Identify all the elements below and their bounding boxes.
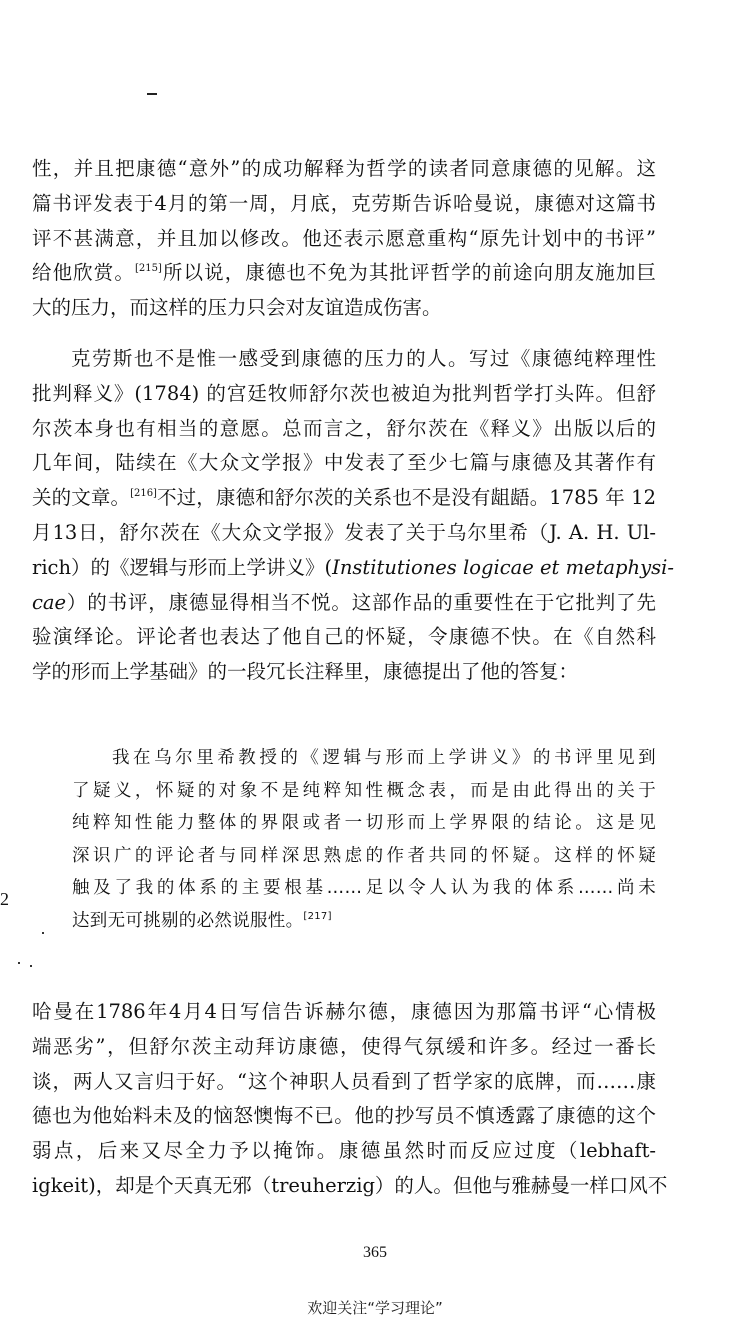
paragraph-line: 尔茨本身也有相当的意愿。总而言之，舒尔茨在《释义》出版以后的 bbox=[32, 416, 656, 440]
line-text: 达到无可挑剔的必然说服性。 bbox=[72, 910, 304, 931]
paragraph-line bbox=[32, 586, 656, 621]
paragraph-line bbox=[32, 481, 656, 516]
footer-watermark: 欢迎关注“学习理论” bbox=[307, 1299, 443, 1317]
paragraph-line: 验演绎论。评论者也表达了他自己的怀疑，令康德不快。在《自然科 bbox=[32, 625, 656, 649]
paragraph-line: 大的压力，而这样的压力只会对友谊造成伤害。 bbox=[32, 296, 442, 320]
latin-title: cae bbox=[32, 590, 67, 614]
quote-line: 我在乌尔里希教授的《逻辑与形而上学讲义》的书评里见到 bbox=[112, 748, 656, 768]
paragraph-line: igkeit)，却是个天真无邪（treuherzig）的人。但他与雅赫曼一样口风不 bbox=[32, 1173, 668, 1197]
paragraph-line: 评不甚满意，并且加以修改。他还表示愿意重构“原先计划中的书评” bbox=[32, 226, 656, 250]
paragraph-line: 克劳斯也不是惟一感受到康德的压力的人。写过《康德纯粹理性 bbox=[71, 347, 656, 370]
paragraph-1 bbox=[32, 152, 656, 326]
scan-speck bbox=[18, 962, 20, 964]
quote-line: 了疑义，怀疑的对象不是纯粹知性概念表，而是由此得出的关于 bbox=[72, 780, 656, 801]
paragraph-line: 学的形而上学基础》的一段冗长注释里，康德提出了他的答复： bbox=[32, 660, 579, 684]
page-number: 365 bbox=[363, 1244, 387, 1261]
paragraph-line bbox=[32, 256, 656, 291]
quote-line: 纯粹知性能力整体的界限或者一切形而上学界限的结论。这是见 bbox=[72, 813, 656, 833]
paragraph-line: 性，并且把康德“意外”的成功解释为哲学的读者同意康德的见解。这 bbox=[32, 157, 656, 180]
scan-speck bbox=[30, 965, 32, 967]
line-text: rich）的《逻辑与形而上学讲义》( bbox=[32, 555, 333, 579]
paragraph-2 bbox=[32, 342, 674, 690]
line-text: 不过，康德和舒尔茨的关系也不是没有龃龉。1785 年 12 bbox=[156, 486, 656, 510]
line-text: 关的文章。 bbox=[32, 486, 131, 510]
paragraph-line: 谈，两人又言归于好。“这个神职人员看到了哲学家的底牌，而……康 bbox=[32, 1069, 656, 1093]
top-dash-mark bbox=[147, 93, 157, 95]
line-text: 给他欣赏。 bbox=[32, 261, 135, 285]
footnote-ref[interactable]: [217] bbox=[303, 910, 332, 922]
paragraph-line: 篇书评发表于4月的第一周，月底，克劳斯告诉哈曼说，康德对这篇书 bbox=[32, 191, 656, 215]
paragraph-line: 弱点，后来又尽全力予以掩饰。康德虽然时而反应过度（lebhaft- bbox=[32, 1139, 656, 1163]
paragraph-line: 几年间，陆续在《大众文学报》中发表了至少七篇与康德及其著作有 bbox=[32, 451, 656, 475]
paragraph-line: 端恶劣”，但舒尔茨主动拜访康德，使得气氛缓和许多。经过一番长 bbox=[32, 1034, 656, 1058]
margin-mark: 2 bbox=[0, 889, 9, 909]
paragraph-line: 月13日，舒尔茨在《大众文学报》发表了关于乌尔里希（J. A. H. Ul- bbox=[32, 520, 656, 544]
paragraph-line: 哈曼在1786年4月4日写信告诉赫尔德，康德因为那篇书评“心情极 bbox=[32, 1000, 656, 1023]
paragraph-line bbox=[32, 551, 674, 586]
line-text: ）的书评，康德显得相当不悦。这部作品的重要性在于它批判了先 bbox=[66, 590, 656, 614]
paragraph-line: 批判释义》(1784) 的宫廷牧师舒尔茨也被迫为批判哲学打头阵。但舒 bbox=[32, 381, 656, 405]
quote-line: 深识广的评论者与同样深思熟虑的作者共同的怀疑。这样的怀疑 bbox=[72, 845, 656, 866]
footnote-ref[interactable]: [215] bbox=[134, 263, 162, 275]
paragraph-3 bbox=[32, 995, 668, 1204]
quote-line bbox=[72, 905, 656, 938]
paragraph-line: 德也为他始料未及的恼怒懊悔不已。他的抄写员不慎透露了康德的这个 bbox=[32, 1104, 656, 1128]
block-quote bbox=[72, 742, 656, 937]
scan-speck bbox=[42, 932, 44, 934]
quote-line: 触及了我的体系的主要根基……足以令人认为我的体系……尚未 bbox=[72, 878, 656, 898]
footnote-ref[interactable]: [216] bbox=[130, 488, 157, 500]
line-text: 所以说，康德也不免为其批评哲学的前途向朋友施加巨 bbox=[161, 261, 656, 285]
latin-title: Institutiones logicae et metaphysi- bbox=[332, 555, 674, 579]
